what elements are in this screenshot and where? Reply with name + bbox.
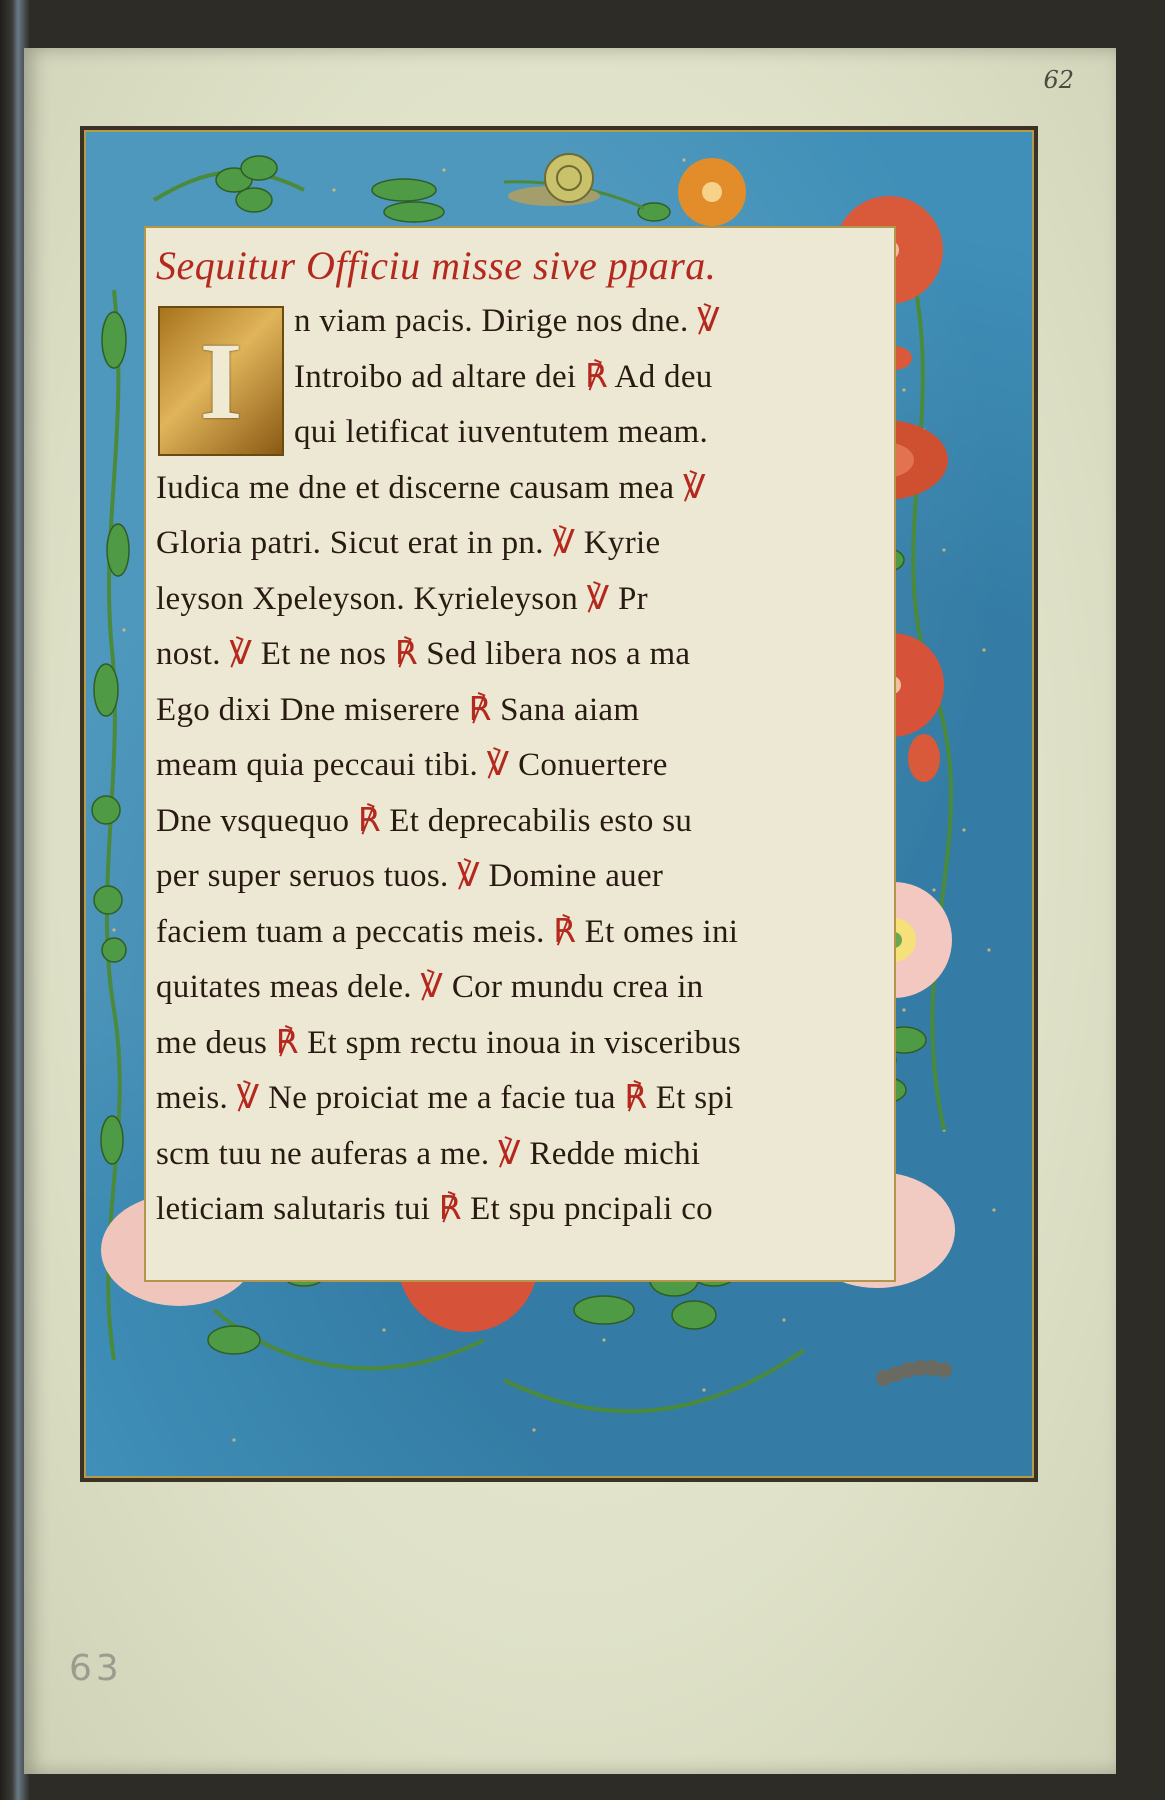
text-line: Ego dixi Dne miserere ℟ Sana aiam — [156, 691, 640, 728]
text-line: faciem tuam a peccatis meis. ℟ Et omes ini — [156, 913, 739, 950]
rubric-mark: ℟ — [438, 1191, 462, 1227]
rubric-mark: ℟ — [357, 802, 381, 839]
text-line: qui letificat iuventutem meam. — [294, 414, 709, 450]
pencil-foliation: 63 — [69, 1648, 123, 1689]
manuscript-leaf — [24, 48, 1116, 1774]
text-line: Introibo ad altare dei ℟ Ad deu — [294, 358, 713, 395]
rubric-mark: ℟ — [584, 358, 608, 395]
rubric-mark: ℣ — [497, 1135, 521, 1172]
rubric-mark: ℟ — [468, 691, 492, 728]
rubric-mark: ℣ — [682, 469, 706, 506]
text-line: meis. ℣ Ne proiciat me a facie tua ℟ Et spi — [156, 1080, 734, 1116]
rubric-mark: ℣ — [420, 969, 444, 1005]
top-border-motifs — [154, 154, 746, 226]
rubric-mark: ℣ — [697, 303, 720, 339]
text-line: n viam pacis. Dirige nos dne. ℣ — [294, 303, 720, 339]
text-line: leticiam salutaris tui ℟ Et spu pncipali co — [156, 1191, 713, 1227]
text-line: Gloria patri. Sicut erat in pn. ℣ Kyrie — [156, 525, 661, 561]
illuminated-border — [80, 126, 1038, 1482]
text-line: meam quia peccaui tibi. ℣ Conuertere — [156, 747, 668, 783]
rubric-mark: ℣ — [229, 636, 253, 672]
text-line: nost. ℣ Et ne nos ℟ Sed libera nos a ma — [156, 636, 691, 672]
text-block — [144, 226, 896, 1282]
snail-icon — [508, 154, 600, 206]
initial-letter: I — [199, 319, 243, 442]
rubric-mark: ℣ — [486, 747, 510, 783]
text-line: scm tuu ne auferas a me. ℣ Redde michi — [156, 1135, 701, 1172]
rubric-mark: ℣ — [236, 1080, 260, 1116]
text-line: quitates meas dele. ℣ Cor mundu crea in — [156, 969, 704, 1005]
rubric-mark: ℟ — [275, 1024, 299, 1061]
text-line: me deus ℟ Et spm rectu inoua in visceribus — [156, 1024, 742, 1061]
rubric-mark: ℣ — [552, 525, 576, 561]
orange-flower-top — [678, 158, 746, 226]
rubric-mark: ℣ — [586, 580, 610, 617]
caterpillar-icon — [876, 1360, 952, 1386]
illuminated-initial — [158, 306, 284, 456]
text-line: Iudica me dne et discerne causam mea ℣ — [156, 469, 706, 506]
rubric-mark: ℣ — [457, 858, 480, 894]
rubric-heading: Sequitur Officiu misse sive ppara. — [156, 243, 717, 288]
folio-number: 62 — [1043, 66, 1074, 94]
rubric-mark: ℟ — [553, 913, 577, 950]
text-line: per super seruos tuos. ℣ Domine auer — [156, 858, 664, 894]
rubric-mark: ℟ — [394, 636, 418, 672]
rubric-mark: ℟ — [624, 1080, 648, 1116]
text-line: Dne vsquequo ℟ Et deprecabilis esto su — [156, 802, 693, 839]
text-line: leyson Xpeleyson. Kyrieleyson ℣ Pr — [156, 580, 648, 617]
